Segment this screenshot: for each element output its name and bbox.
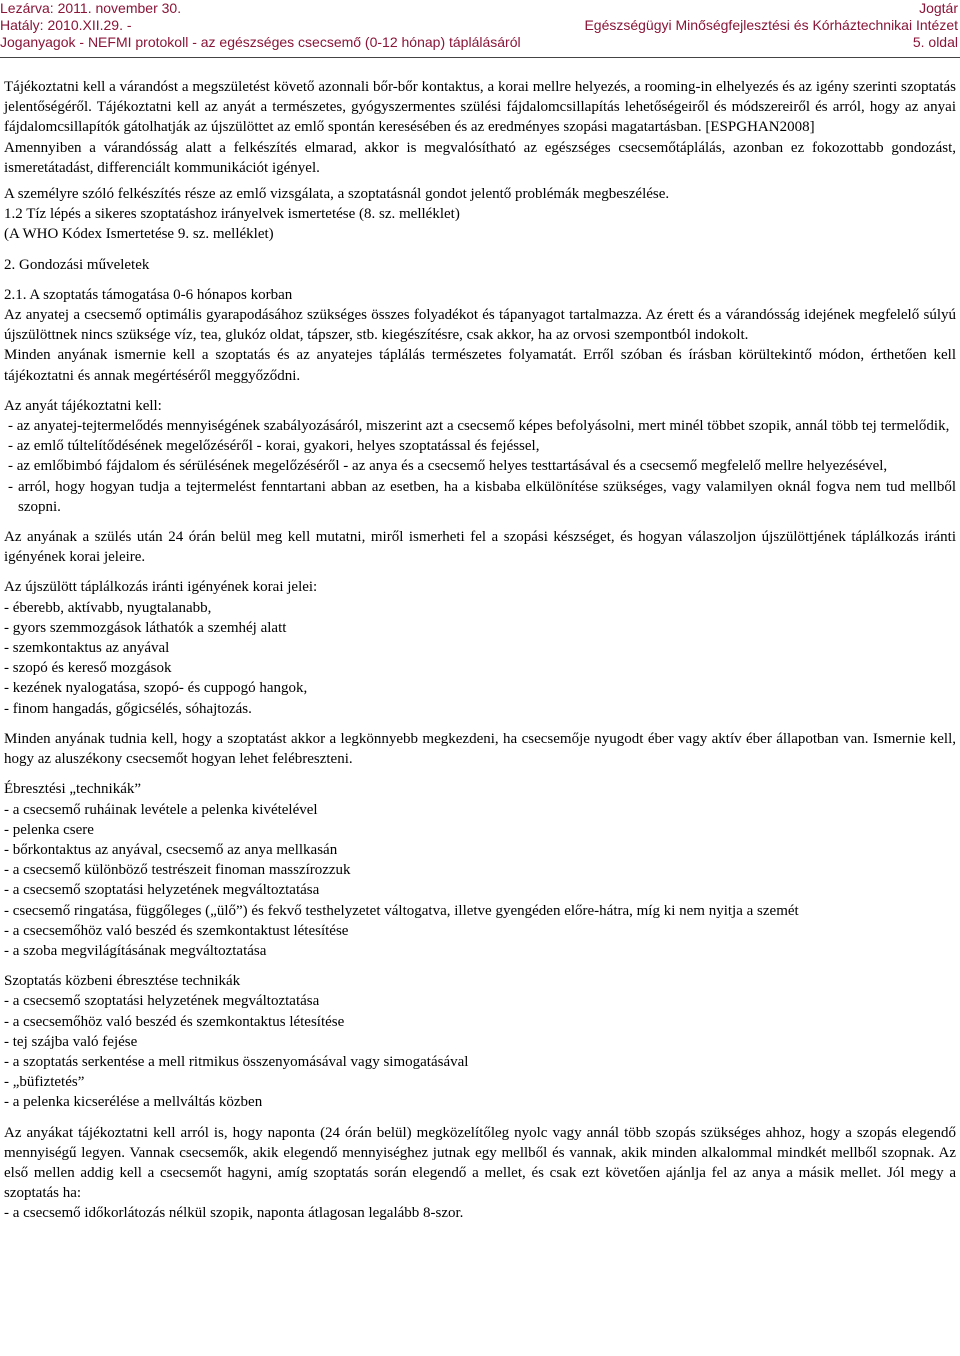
paragraph: Az anyának a szülés után 24 órán belül meg kell mutatni, miről ismerheti fel a szopási készséget, és hogyan válaszoljon újszülöttjének táplálkozás iránti igényének korai jeleire. <box>4 529 956 566</box>
list-item: - kezének nyalogatása, szopó- és cuppogó hangok, <box>4 680 308 697</box>
list-item: - a pelenka kicserélése a mellváltás közben <box>4 1094 263 1111</box>
paragraph: Amennyiben a várandósság alatt a felkészítés elmarad, akkor is megvalósítható az egészséges csecsemőtáplálás, azonban ez fokozottabb gondozást, ismeretátadást, differenciált kommunikációt igényel. <box>4 139 956 176</box>
list-item: - éberebb, aktívabb, nyugtalanabb, <box>4 599 212 616</box>
list-item: - a csecsemő ruháinak levétele a pelenka kivételével <box>4 801 318 818</box>
paragraph: Tájékoztatni kell a várandóst a megszületést követő azonnali bőr-bőr kontaktus, a korai mellre helyezés, a rooming-in elhelyezés és az igény szerinti szoptatás jelentőségéről. Tájékoztatni kell az anyát a természetes, gyógyszermentes szülési fájdalomcsillapítás lehetőségeiről és módszereiről és arról, hogy az anyai fájdalomcsillapítók gátolhatják az újszülöttet az emlő spontán keresésében és az eredményes szopási magatartásban. [ESPGHAN2008] <box>4 79 956 136</box>
list-item: - a csecsemő szoptatási helyzetének megváltoztatása <box>4 882 320 899</box>
paragraph: Az anyákat tájékoztatni kell arról is, hogy naponta (24 órán belül) megközelítőleg nyolc vagy annál több szopás szükséges ahhoz, hogy a szopás elegendő mennyiségű legyen. Vannak csecsemők, akik elegendő mennyiséghez jutnak egy mellből és vannak, akik minden alkalommal mindkét mellből szopnak. Az első mellen addig kell a csecsemőt hagyni, amíg szoptatás során elegendő a mellet, és csak ezt követően ajánlja fel az anya a másik mellet. Jól megy a szoptatás ha: <box>4 1124 956 1202</box>
list-item: - az emlőbimbó fájdalom és sérülésének megelőzéséről - az anya és a csecsemő helyes testtartásával és a csecsemő megfelelő mellre helyezésével, <box>8 458 888 475</box>
paragraph: Minden anyának tudnia kell, hogy a szoptatást akkor a legkönnyebb megkezdeni, ha csecsemője nyugodt éber vagy aktív éber állapotban van. Ismernie kell, hogy az aluszékony csecsemőt hogyan lehet felébreszteni. <box>4 730 956 768</box>
header-left <box>0 0 521 51</box>
paragraph: A személyre szóló felkészítés része az emlő vizsgálata, a szoptatásnál gondot jelentő problémák megbeszélése. <box>4 186 670 203</box>
list-title: Az újszülött táplálkozás iránti igényének korai jelei: <box>4 579 318 596</box>
subsection-heading: 2.1. A szoptatás támogatása 0-6 hónapos korban <box>4 286 293 303</box>
header-right <box>584 0 958 51</box>
list-item: - az anyatej-tejtermelődés mennyiségének szabályozásáról, miszerint azt a csecsemő képes befolyásolni, mert minél többet szopik, annál több tej termelődik, <box>8 418 950 435</box>
list-item: - a csecsemő különböző testrészeit finoman masszírozzuk <box>4 862 351 879</box>
list-item: - arról, hogy hogyan tudja a tejtermelést fenntartani abban az esetben, ha a kisbaba elkülönítése szükséges, vagy valamilyen oknál fogva nem tud mellből szopni. <box>8 478 956 515</box>
paragraph: Az anyatej a csecsemő optimális gyarapodásához szükséges összes folyadékot és tápanyagot tartalmazza. Az érett és a várandósság idejének megfelelő súlyú újszülöttnek nincs szüksége víz, tea, glukóz oldat, tápszer, stb. kiegészítésre, csak akkor, ha az orvosi szempontból indokolt. <box>4 307 956 344</box>
list-item: - a csecsemő szoptatási helyzetének megváltoztatása <box>4 993 320 1010</box>
success-list <box>4 1203 956 1223</box>
list-item: - szemkontaktus az anyával <box>4 640 170 657</box>
list-item: - tej szájba való fejése <box>4 1033 138 1050</box>
section-heading: 2. Gondozási műveletek <box>4 256 150 273</box>
waking-techniques-list <box>4 800 956 962</box>
list-item: - a csecsemő időkorlátozás nélkül szopik, naponta átlagosan legalább 8-szor. <box>4 1205 464 1222</box>
list-title: Szoptatás közbeni ébresztése technikák <box>4 973 241 990</box>
page-number: 5. oldal <box>912 34 958 50</box>
header-divider <box>0 57 960 58</box>
effective-date: Hatály: 2010.XII.29. - <box>0 17 132 33</box>
list-item: - csecsemő ringatása, függőleges („ülő”) és fekvő testhelyzetet váltogatva, illetve gyengéden előre-hátra, míg ki nem nyitja a szemét <box>4 902 799 919</box>
list-title: Ébresztési „technikák” <box>4 781 142 798</box>
list-item: - a szoptatás serkentése a mell ritmikus összenyomásával vagy simogatásával <box>4 1053 469 1070</box>
list-item: - „büfiztetés” <box>4 1074 85 1091</box>
list-item: - pelenka csere <box>4 821 94 838</box>
info-list <box>4 416 956 517</box>
list-item: - bőrkontaktus az anyával, csecsemő az anya mellkasán <box>4 841 338 858</box>
signs-list <box>4 598 956 719</box>
list-item: - szopó és kereső mozgások <box>4 660 172 677</box>
page-header <box>0 0 960 55</box>
list-item: - a csecsemőhöz való beszéd és szemkontaktus létesítése <box>4 1013 345 1030</box>
document-title: Joganyagok - NEFMI protokoll - az egészséges csecsemő (0-12 hónap) táplálásáról <box>0 34 521 50</box>
list-item: - finom hangadás, gőgicsélés, sóhajtozás. <box>4 700 252 717</box>
institute-name: Egészségügyi Minőségfejlesztési és Kórháztechnikai Intézet <box>584 17 958 33</box>
closing-date: Lezárva: 2011. november 30. <box>0 0 182 16</box>
list-item: - a csecsemőhöz való beszéd és szemkontaktust létesítése <box>4 922 349 939</box>
list-item: - a szoba megvilágításának megváltoztatása <box>4 942 267 959</box>
publisher-name: Jogtár <box>919 0 958 16</box>
document-body <box>4 77 956 1224</box>
paragraph: 1.2 Tíz lépés a sikeres szoptatáshoz irányelvek ismertetése (8. sz. melléklet) <box>4 206 460 223</box>
list-title: Az anyát tájékoztatni kell: <box>4 397 162 414</box>
list-item: - gyors szemmozgások láthatók a szemhéj alatt <box>4 619 287 636</box>
nursing-waking-list <box>4 991 956 1112</box>
paragraph: Minden anyának ismernie kell a szoptatás és az anyatejes táplálás természetes folyamatát. Erről szóban és írásban körültekintő módon, érthetően kell tájékoztatni és annak megértéséről meggyőződni. <box>4 347 956 384</box>
list-item: - az emlő túltelítődésének megelőzéséről - korai, gyakori, helyes szoptatással és fejéssel, <box>8 438 540 455</box>
paragraph: (A WHO Kódex Ismertetése 9. sz. melléklet) <box>4 226 274 243</box>
